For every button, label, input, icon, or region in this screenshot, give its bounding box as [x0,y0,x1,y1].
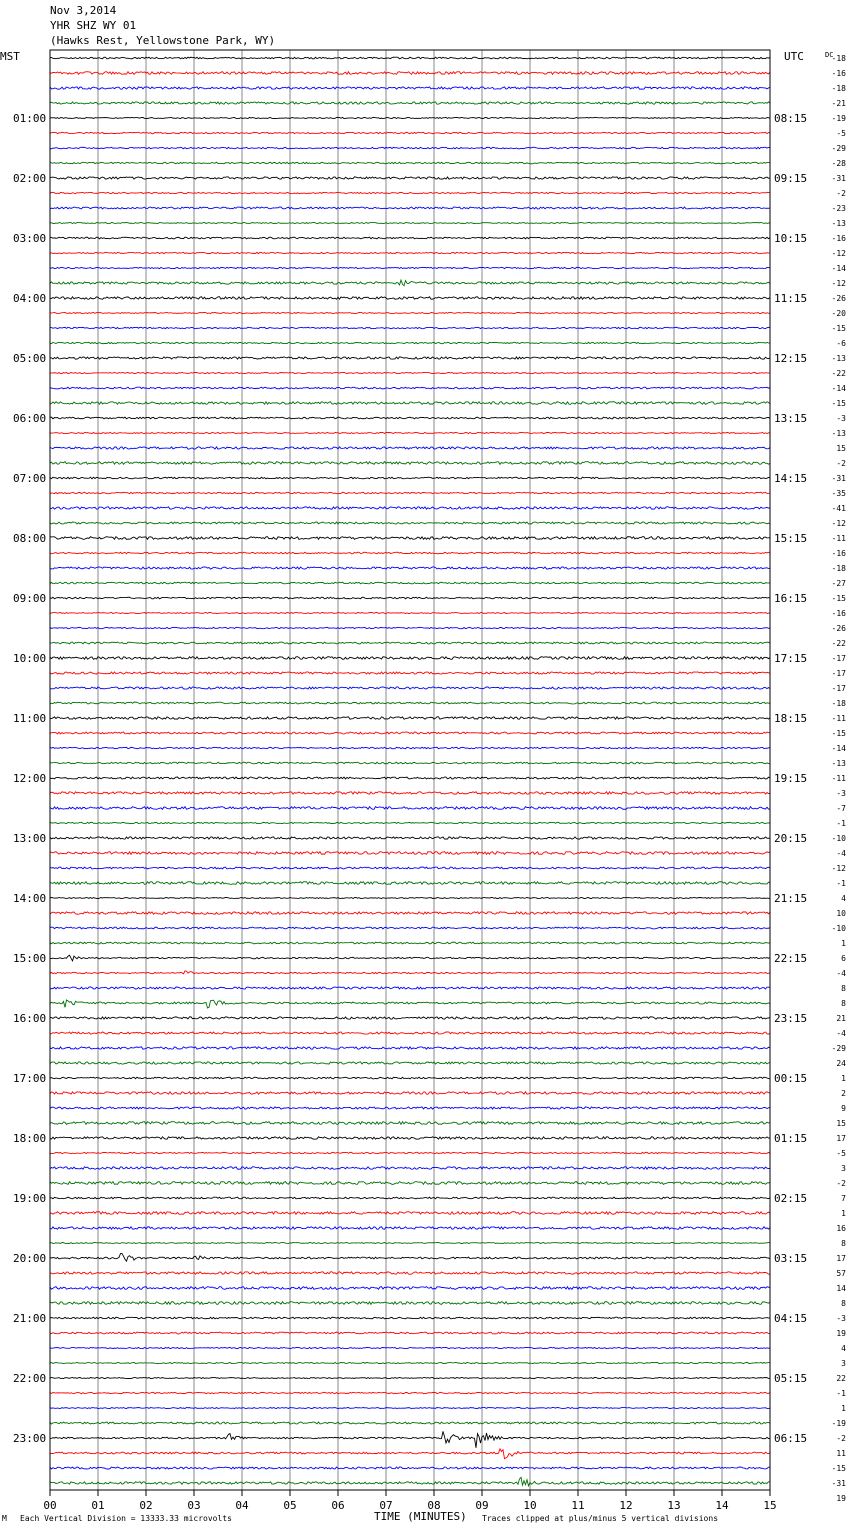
dc-offset-label: -27 [831,579,846,588]
x-tick-label: 07 [379,1499,393,1512]
trace-line [50,1422,770,1424]
utc-hour-label: 05:15 [774,1372,808,1385]
dc-offset-label: 1 [841,1209,846,1218]
dc-offset-label: -15 [831,1464,846,1473]
utc-hour-label: 01:15 [774,1132,808,1145]
trace-line [50,1032,770,1034]
dc-offset-label: 9 [841,1104,846,1113]
mst-hour-label: 11:00 [13,712,47,725]
utc-hour-labels [774,112,807,1445]
mst-hour-label: 22:00 [13,1372,47,1385]
dc-offset-label: -6 [836,339,846,348]
x-tick-label: 04 [235,1499,249,1512]
trace-line [50,642,770,644]
dc-offset-label: -31 [831,174,846,183]
trace-line [50,357,770,359]
dc-offset-label: -1 [836,1389,846,1398]
dc-offset-label: 6 [841,954,846,963]
trace-line [50,837,770,839]
mst-hour-label: 19:00 [13,1192,47,1205]
dc-offset-label: -16 [831,69,846,78]
utc-hour-label: 00:15 [774,1072,808,1085]
x-tick-label: 00 [43,1499,57,1512]
trace-line [50,507,770,509]
dc-offset-label: -26 [831,624,846,633]
x-tick-label: 08 [427,1499,441,1512]
dc-offset-label: -14 [831,264,846,273]
trace-line [50,462,770,465]
dc-offset-label: -13 [831,219,846,228]
dc-offset-label: 19 [836,1329,846,1338]
mst-hour-label: 04:00 [13,292,47,305]
x-tick-label: 09 [475,1499,489,1512]
trace-line [50,567,770,569]
dc-offset-label: -14 [831,744,846,753]
dc-offset-label: 1 [841,939,846,948]
dc-offset-label: -11 [831,774,846,783]
dc-offset-label: -12 [831,279,846,288]
trace-line [50,1000,770,1008]
utc-hour-label: 06:15 [774,1432,808,1445]
dc-offset-label: -12 [831,864,846,873]
dc-offset-label: -20 [831,309,846,318]
trace-line [50,267,770,268]
utc-hour-label: 18:15 [774,712,808,725]
trace-line [50,882,770,885]
utc-hour-label: 12:15 [774,352,808,365]
trace-line [50,252,770,253]
trace-line [50,1092,770,1094]
mst-hour-label: 01:00 [13,112,47,125]
x-axis-ticks [43,1490,776,1512]
utc-hour-label: 08:15 [774,112,808,125]
dc-offset-label: -26 [831,294,846,303]
dc-offset-label: -31 [831,1479,846,1488]
dc-offset-label: -31 [831,474,846,483]
dc-offset-label: -11 [831,534,846,543]
trace-line [50,297,770,299]
utc-hour-label: 10:15 [774,232,808,245]
dc-offset-label: 17 [836,1254,846,1263]
trace-line [50,87,770,89]
utc-hour-label: 04:15 [774,1312,808,1325]
mst-hour-label: 18:00 [13,1132,47,1145]
mst-hour-labels [13,112,46,1445]
trace-line [50,1467,770,1469]
dc-offset-label: 4 [841,894,846,903]
trace-line [50,537,770,540]
trace-line [50,777,770,779]
trace-line [50,1122,770,1125]
mst-hour-label: 16:00 [13,1012,47,1025]
x-tick-label: 02 [139,1499,153,1512]
dc-offset-label: -16 [831,234,846,243]
trace-line [50,852,770,855]
mst-hour-label: 10:00 [13,652,47,665]
mst-hour-label: 13:00 [13,832,47,845]
trace-line [50,867,770,869]
dc-offset-label: 24 [836,1059,846,1068]
seismogram-traces [50,57,770,1486]
trace-line [50,912,770,914]
trace-line [50,792,770,794]
utc-hour-label: 11:15 [774,292,808,305]
dc-offset-label: -18 [831,84,846,93]
trace-line [50,897,770,898]
dc-offset-label: -17 [831,654,846,663]
x-tick-label: 11 [571,1499,585,1512]
trace-line [50,1047,770,1049]
trace-line [50,672,770,674]
trace-line [50,987,770,989]
dc-offset-label: 57 [836,1269,846,1278]
footer-mark: M [2,1514,7,1523]
trace-line [50,1062,770,1064]
trace-line [50,72,770,75]
trace-line [50,147,770,149]
trace-line [50,117,770,118]
mst-hour-label: 23:00 [13,1432,47,1445]
left-axis-label: MST [0,50,20,63]
mst-hour-label: 12:00 [13,772,47,785]
trace-line [50,822,770,823]
dc-offset-label: 14 [836,1284,846,1293]
dc-offset-label: 15 [836,1119,846,1128]
x-tick-label: 03 [187,1499,201,1512]
station-location: (Hawks Rest, Yellowstone Park, WY) [50,34,276,47]
trace-line [50,1017,770,1019]
dc-offset-label: -2 [836,189,846,198]
utc-hour-label: 19:15 [774,772,808,785]
dc-offset-label: 1 [841,1404,846,1413]
trace-line [50,1332,770,1334]
utc-hour-label: 17:15 [774,652,808,665]
trace-line [50,597,770,599]
dc-offset-label: -13 [831,759,846,768]
x-tick-label: 13 [667,1499,681,1512]
dc-offset-label: 21 [836,1014,846,1023]
dc-offset-label: 11 [836,1449,846,1458]
trace-line [50,1407,770,1408]
utc-hour-label: 02:15 [774,1192,808,1205]
dc-offset-label: -3 [836,1314,846,1323]
trace-line [50,417,770,419]
trace-line [50,1431,770,1447]
trace-line [50,1302,770,1305]
trace-line [50,942,770,944]
x-tick-label: 01 [91,1499,105,1512]
trace-line [50,1152,770,1153]
dc-offset-label: 1 [841,1074,846,1083]
dc-offset-label: -13 [831,354,846,363]
dc-offset-label: 8 [841,984,846,993]
trace-line [50,1317,770,1319]
trace-line [50,207,770,209]
dc-offset-label: -10 [831,834,846,843]
dc-offset-label: -35 [831,489,846,498]
trace-line [50,1242,770,1243]
dc-offset-label: -21 [831,99,846,108]
dc-offset-label: -3 [836,789,846,798]
trace-line [50,732,770,734]
trace-line [50,387,770,389]
trace-line [50,432,770,433]
dc-offset-label: -3 [836,414,846,423]
dc-offset-label: -1 [836,819,846,828]
trace-line [50,552,770,554]
dc-offset-label: -4 [836,969,846,978]
trace-line [50,687,770,689]
trace-line [50,717,770,719]
trace-line [50,222,770,223]
dc-offset-label: 4 [841,1344,846,1353]
dc-offset-label: -19 [831,114,846,123]
trace-line [50,1449,770,1459]
trace-line [50,971,770,974]
utc-hour-label: 22:15 [774,952,808,965]
mst-hour-label: 09:00 [13,592,47,605]
dc-offset-label: 7 [841,1194,846,1203]
trace-line [50,327,770,328]
trace-line [50,1287,770,1290]
x-tick-label: 10 [523,1499,537,1512]
trace-line [50,1347,770,1348]
trace-line [50,1197,770,1199]
trace-line [50,1377,770,1378]
trace-line [50,1107,770,1109]
trace-line [50,1477,770,1486]
trace-line [50,627,770,628]
x-tick-label: 14 [715,1499,729,1512]
trace-line [50,1272,770,1274]
trace-line [50,1077,770,1079]
utc-hour-label: 13:15 [774,412,808,425]
dc-offset-label: -12 [831,519,846,528]
trace-line [50,177,770,179]
trace-line [50,447,770,449]
dc-offset-label: -4 [836,1029,846,1038]
dc-offset-label: -15 [831,729,846,738]
dc-offset-label: -2 [836,1434,846,1443]
dc-offset-label: -10 [831,924,846,933]
utc-hour-label: 23:15 [774,1012,808,1025]
trace-line [50,162,770,164]
mst-hour-label: 05:00 [13,352,47,365]
dc-offset-label: 8 [841,1239,846,1248]
dc-offset-label: 10 [836,909,846,918]
dc-offset-label: -17 [831,684,846,693]
mst-hour-label: 14:00 [13,892,47,905]
dc-offset-label: -2 [836,459,846,468]
clip-note: Traces clipped at plus/minus 5 vertical divisions [482,1514,719,1523]
dc-offset-label: -18 [831,54,846,63]
dc-offset-label: -12 [831,249,846,258]
utc-hour-label: 03:15 [774,1252,808,1265]
dc-offset-label: -15 [831,324,846,333]
mst-hour-label: 20:00 [13,1252,47,1265]
dc-offset-label: -1 [836,879,846,888]
dc-offset-label: -28 [831,159,846,168]
dc-offset-label: 3 [841,1164,846,1173]
trace-line [50,1254,770,1262]
dc-offset-label: 3 [841,1359,846,1368]
trace-line [50,402,770,405]
dc-offset-label: -14 [831,384,846,393]
dc-offset-label: 19 [836,1494,846,1503]
trace-line [50,807,770,810]
dc-offset-label: 8 [841,1299,846,1308]
trace-line [50,1182,770,1185]
dc-offset-label: -22 [831,369,846,378]
utc-hour-label: 16:15 [774,592,808,605]
dc-offset-label: -2 [836,1179,846,1188]
dc-offset-label: -13 [831,429,846,438]
dc-offset-label: -29 [831,144,846,153]
trace-line [50,657,770,660]
utc-hour-label: 14:15 [774,472,808,485]
trace-line [50,132,770,133]
dc-offset-label: 2 [841,1089,846,1098]
dc-offset-label: 22 [836,1374,846,1383]
trace-line [50,192,770,193]
dc-offset-label: 15 [836,444,846,453]
dc-offset-label: 8 [841,999,846,1008]
x-tick-label: 06 [331,1499,345,1512]
trace-line [50,1392,770,1393]
dc-offset-label: -11 [831,714,846,723]
mst-hour-label: 07:00 [13,472,47,485]
dc-offset-label: -29 [831,1044,846,1053]
trace-line [50,102,770,104]
trace-line [50,1212,770,1215]
x-tick-label: 15 [763,1499,777,1512]
utc-hour-label: 15:15 [774,532,808,545]
mst-hour-label: 17:00 [13,1072,47,1085]
trace-line [50,762,770,764]
dc-offset-label: -41 [831,504,846,513]
dc-offset-label: -4 [836,849,846,858]
x-tick-label: 05 [283,1499,297,1512]
dc-offset-label: -16 [831,609,846,618]
trace-line [50,312,770,313]
trace-line [50,927,770,929]
dc-offset-label: -5 [836,129,846,138]
trace-line [50,747,770,749]
trace-line [50,1167,770,1170]
plot-date: Nov 3,2014 [50,4,117,17]
dc-offset-label: -15 [831,399,846,408]
trace-line [50,57,770,59]
trace-line [50,1362,770,1363]
trace-line [50,612,770,613]
x-axis-title: TIME (MINUTES) [374,1510,467,1523]
scale-note: Each Vertical Division = 13333.33 microvolts [20,1514,232,1523]
utc-hour-label: 20:15 [774,832,808,845]
trace-line [50,1227,770,1229]
dc-label: DC [825,51,834,59]
x-tick-label: 12 [619,1499,633,1512]
utc-hour-label: 21:15 [774,892,808,905]
trace-line [50,702,770,704]
trace-line [50,342,770,343]
dc-offset-label: -19 [831,1419,846,1428]
trace-line [50,280,770,286]
trace-line [50,582,770,584]
mst-hour-label: 03:00 [13,232,47,245]
utc-hour-label: 09:15 [774,172,808,185]
trace-line [50,522,770,524]
mst-hour-label: 21:00 [13,1312,47,1325]
mst-hour-label: 06:00 [13,412,47,425]
dc-offset-label: -15 [831,594,846,603]
trace-line [50,372,770,373]
trace-line [50,237,770,239]
mst-hour-label: 15:00 [13,952,47,965]
dc-offset-label: -18 [831,564,846,573]
right-axis-label: UTC [784,50,804,63]
dc-offset-label: -17 [831,669,846,678]
dc-offset-label: -22 [831,639,846,648]
mst-hour-label: 08:00 [13,532,47,545]
dc-offset-labels [832,54,847,1503]
trace-line [50,477,770,479]
trace-line [50,955,770,961]
dc-offset-label: -16 [831,549,846,558]
station-id: YHR SHZ WY 01 [50,19,137,32]
dc-offset-label: 16 [836,1224,846,1233]
dc-offset-label: 17 [836,1134,846,1143]
dc-offset-label: -5 [836,1149,846,1158]
dc-offset-label: -18 [831,699,846,708]
trace-line [50,492,770,493]
trace-line [50,1137,770,1139]
dc-offset-label: -23 [831,204,846,213]
mst-hour-label: 02:00 [13,172,47,185]
dc-offset-label: -7 [836,804,846,813]
